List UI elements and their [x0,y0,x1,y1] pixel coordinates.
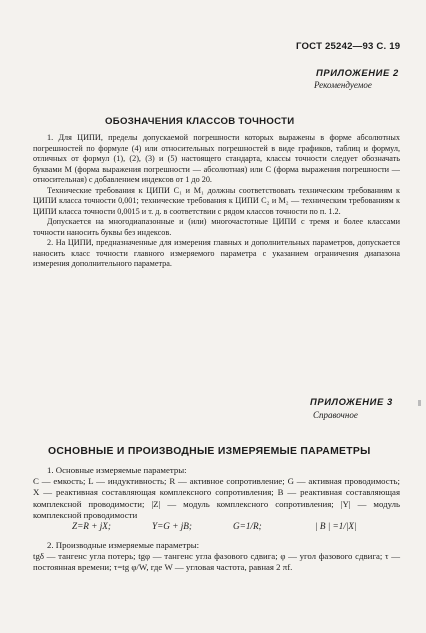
paragraph-heading: 2. Производные измеряемые параметры: [47,540,200,550]
appendix-3-section-1 [33,465,400,521]
paragraph: 1. Для ЦИПИ, пределы допускаемой погрешности которых выражены в форме абсолютных погрешностей по формуле (4) или относительных погрешностей в виде графиков, таблиц и формул, отличных от формул (1), (2), (3) и (5) настоящего стандарта, классы точности следует обозначать буквами M (форма выражения погрешности — абсолютная) или C (форма выражения погрешности — относительная) с добавлением индексов от 1 до 20. [33,133,400,184]
paragraph: 2. На ЦИПИ, предназначенные для измерения главных и дополнительных параметров, допускается наносить класс точности главного измеряемого параметра с указанием ограничения диапазона измерения дополнительного параметра. [33,238,400,268]
page-edge-mark [418,400,421,406]
formula-row [60,521,400,537]
paragraph: C — емкость; L — индуктивность; R — активное сопротивление; G — активная проводимость; X — реактивная составляющая комплексного сопротивления; B — реактивная составляющая комплексной проводимости; |Z| — модуль комплексного сопротивления; |Y| — модуль комплексной проводимости [33,476,400,520]
appendix-3-title: ОСНОВНЫЕ И ПРОИЗВОДНЫЕ ИЗМЕРЯЕМЫЕ ПАРАМЕТРЫ [48,446,371,457]
appendix-2-note: Рекомендуемое [314,80,372,90]
paragraph: Допускается на многодиапазонные и (или) многочастотные ЦИПИ с тремя и более классами точности наносить буквы без индексов. [33,217,400,237]
appendix-2-text [33,133,400,270]
paragraph: Технические требования к ЦИПИ C₁ и M₁ должны соответствовать техническим требованиям к ЦИПИ класса точности 0,001; технические требования к ЦИПИ C₂ и M₂ — техническим требованиям к ЦИПИ класса точности 0,0015 и т. д. в соответствии с рядом классов точности по п. 1.2. [33,185,400,216]
appendix-2-label: ПРИЛОЖЕНИЕ 2 [316,67,399,78]
appendix-3-note: Справочное [313,410,358,420]
formula-z: Z=R + jX; [72,521,111,531]
appendix-3-label: ПРИЛОЖЕНИЕ 3 [310,396,393,407]
formula-g: G=1/R; [233,521,262,531]
appendix-2-title: ОБОЗНАЧЕНИЯ КЛАССОВ ТОЧНОСТИ [105,116,295,127]
page-header: ГОСТ 25242—93 С. 19 [296,41,401,52]
formula-y: Y=G + jB; [152,521,192,531]
formula-b: | B | =1/|X| [315,521,357,531]
paragraph: tgδ — тангенс угла потерь; tgφ — тангенс угла фазового сдвига; φ — угол фазового сдвига; τ — постоянная времени; τ=tg φ/W, где W — угловая частота, равная 2 πf. [33,551,400,573]
paragraph-heading: 1. Основные измеряемые параметры: [47,465,187,475]
appendix-3-section-2 [33,540,400,574]
